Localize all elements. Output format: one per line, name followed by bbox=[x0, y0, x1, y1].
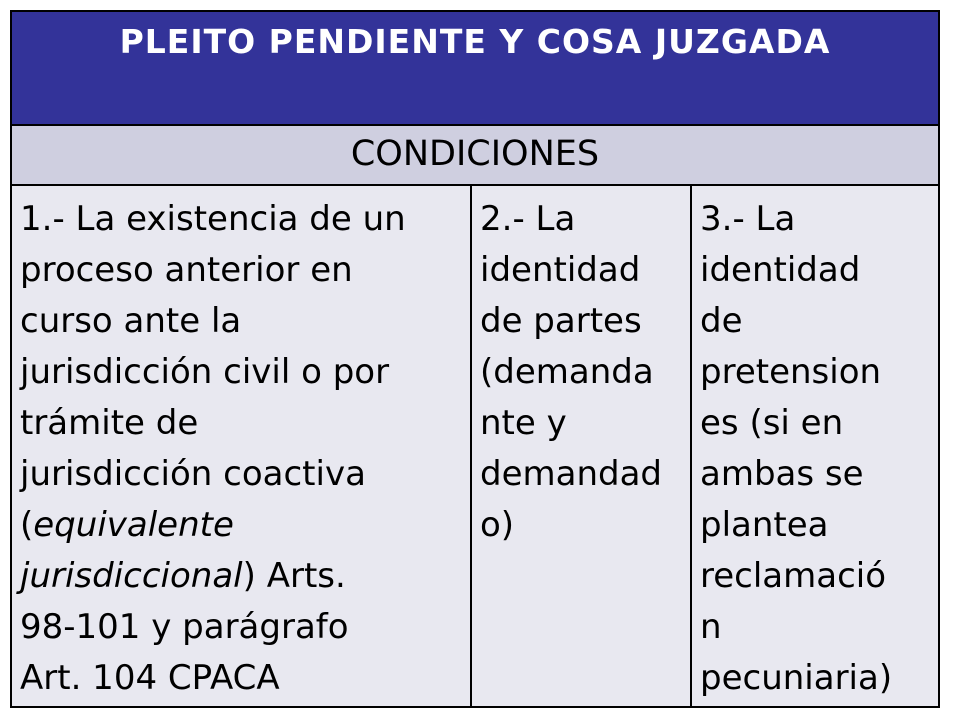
condition-3-line-3: de bbox=[700, 301, 743, 341]
condition-3-line-7: plantea bbox=[700, 505, 829, 545]
condition-1-line-10: Art. 104 CPACA bbox=[20, 658, 280, 698]
condition-1-line-3: curso ante la bbox=[20, 301, 242, 341]
arts-text: ) Arts. bbox=[242, 556, 346, 596]
condition-1-line-7 bbox=[20, 500, 464, 551]
condition-2-line-3: de partes bbox=[480, 301, 642, 341]
condition-2-line-4: (demanda bbox=[480, 352, 654, 392]
condition-1-line-2: proceso anterior en bbox=[20, 250, 353, 290]
conditions-table bbox=[10, 10, 940, 708]
condition-1-line-8 bbox=[20, 551, 464, 602]
condition-1-line-4: jurisdicción civil o por bbox=[20, 352, 390, 392]
condition-3-line-10: pecuniaria) bbox=[700, 658, 893, 698]
condition-2-line-7: o) bbox=[480, 505, 515, 545]
condition-3-line-8: reclamació bbox=[700, 556, 887, 596]
condition-2-line-2: identidad bbox=[480, 250, 641, 290]
condition-1-line-6: jurisdicción coactiva bbox=[20, 454, 366, 494]
title-row bbox=[12, 12, 938, 126]
header-row bbox=[12, 126, 938, 186]
condition-3-line-6: ambas se bbox=[700, 454, 864, 494]
condition-1-line-1: 1.- La existencia de un bbox=[20, 199, 406, 239]
condition-3-line-9: n bbox=[700, 607, 722, 647]
condition-1-line-9: 98-101 y parágrafo bbox=[20, 607, 349, 647]
condition-3-line-1: 3.- La bbox=[700, 199, 796, 239]
condition-1-line-5: trámite de bbox=[20, 403, 199, 443]
condition-cell-3 bbox=[692, 186, 938, 706]
condition-3-line-2: identidad bbox=[700, 250, 861, 290]
condition-2-line-1: 2.- La bbox=[480, 199, 576, 239]
condition-cell-1 bbox=[12, 186, 472, 706]
condition-2-line-5: nte y bbox=[480, 403, 567, 443]
italic-equivalente: equivalente bbox=[33, 505, 234, 545]
paren-open: ( bbox=[20, 505, 34, 545]
italic-jurisdiccional: jurisdiccional bbox=[20, 556, 243, 596]
slide-title: PLEITO PENDIENTE Y COSA JUZGADA bbox=[119, 22, 831, 61]
condition-cell-2 bbox=[472, 186, 692, 706]
condition-2-line-6: demandad bbox=[480, 454, 663, 494]
condition-3-line-5: es (si en bbox=[700, 403, 844, 443]
condition-3-line-4: pretension bbox=[700, 352, 882, 392]
conditions-header: CONDICIONES bbox=[350, 134, 600, 174]
